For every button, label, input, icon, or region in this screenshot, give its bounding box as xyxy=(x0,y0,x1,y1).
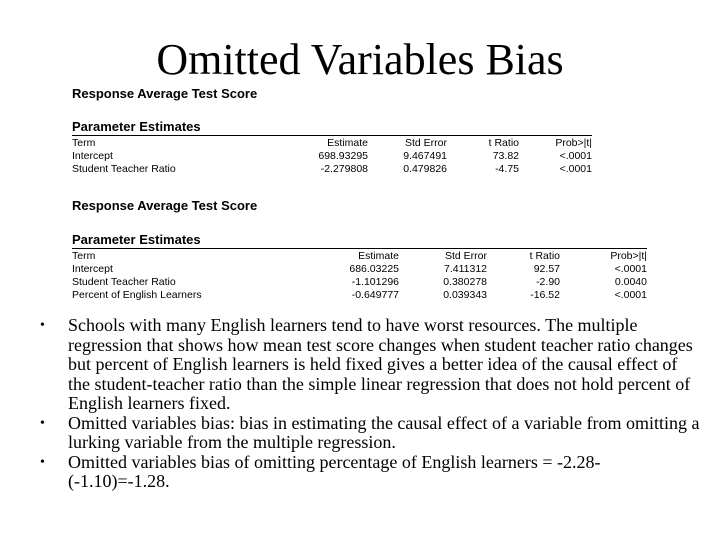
bullet-dot-icon: • xyxy=(40,454,45,470)
table2-cell-term: Intercept xyxy=(72,263,113,275)
bullet-item xyxy=(40,453,700,492)
table2-cell-estimate: -1.101296 xyxy=(351,276,399,288)
table2-cell-term: Percent of English Learners xyxy=(72,289,202,301)
table1-header-tratio: t Ratio xyxy=(488,137,519,149)
table2-header-estimate: Estimate xyxy=(358,250,399,262)
table2-section-title: Parameter Estimates xyxy=(72,232,201,247)
table2-header-tratio: t Ratio xyxy=(529,250,560,262)
table1-divider xyxy=(72,135,592,136)
table1-row xyxy=(72,150,592,163)
table1-cell-term: Intercept xyxy=(72,150,113,162)
table1-cell-prob: <.0001 xyxy=(559,163,592,175)
table1-cell-stderr: 0.479826 xyxy=(403,163,447,175)
bullet-item xyxy=(40,414,700,453)
table2-cell-prob: 0.0040 xyxy=(614,276,647,288)
table1-cell-stderr: 9.467491 xyxy=(403,150,447,162)
table2-header-prob: Prob>|t| xyxy=(610,250,647,262)
table2-cell-tratio: 92.57 xyxy=(533,263,560,275)
table2-cell-tratio: -16.52 xyxy=(530,289,560,301)
table1-response-label: Response Average Test Score xyxy=(72,86,258,101)
table2-cell-stderr: 7.411312 xyxy=(443,263,487,275)
bullet-list xyxy=(40,316,700,492)
table2-response-label: Response Average Test Score xyxy=(72,198,258,213)
bullet-dot-icon: • xyxy=(40,318,45,333)
table2-row xyxy=(72,276,647,289)
bullet-dot-icon: • xyxy=(40,415,45,431)
table1-cell-prob: <.0001 xyxy=(559,150,592,162)
table2-row xyxy=(72,263,647,276)
table2-cell-stderr: 0.039343 xyxy=(443,289,487,301)
table1-cell-estimate: 698.93295 xyxy=(318,150,368,162)
bullet-text: Omitted variables bias of omitting percentage of English learners = -2.28-(-1.10)=-1.28. xyxy=(68,451,601,491)
table1-row xyxy=(72,163,592,176)
table2-cell-stderr: 0.380278 xyxy=(443,276,487,288)
table1-cell-tratio: -4.75 xyxy=(495,163,519,175)
table2-cell-estimate: 686.03225 xyxy=(349,263,399,275)
table2-cell-prob: <.0001 xyxy=(614,289,647,301)
table2-cell-prob: <.0001 xyxy=(614,263,647,275)
table1-header-prob: Prob>|t| xyxy=(555,137,592,149)
table2-header-stderr: Std Error xyxy=(444,250,487,262)
table1-header-row xyxy=(72,137,592,150)
table2-cell-tratio: -2.90 xyxy=(536,276,560,288)
table1-header-stderr: Std Error xyxy=(404,137,447,149)
table1-cell-tratio: 73.82 xyxy=(492,150,519,162)
bullet-item xyxy=(40,316,700,414)
table2-header-term: Term xyxy=(72,250,96,262)
table2-cell-estimate: -0.649777 xyxy=(351,289,399,301)
table2-row xyxy=(72,289,647,302)
table1-cell-term: Student Teacher Ratio xyxy=(72,163,176,175)
table1-header-term: Term xyxy=(72,137,96,149)
table2-cell-term: Student Teacher Ratio xyxy=(72,276,176,288)
table1-header-estimate: Estimate xyxy=(327,137,368,149)
table2-divider xyxy=(72,248,647,249)
table1-cell-estimate: -2.279808 xyxy=(320,163,368,175)
table1-section-title: Parameter Estimates xyxy=(72,119,201,134)
table2-header-row xyxy=(72,250,647,263)
slide-title: Omitted Variables Bias xyxy=(156,35,564,84)
bullet-text: Omitted variables bias: bias in estimating the causal effect of a variable from omitting a lurking variable from the multiple regression. xyxy=(68,412,700,452)
bullet-text: Schools with many English learners tend to have worst resources. The multiple regression that shows how mean test score changes when student teacher ratio changes but percent of English learners is held fixed gives a better idea of the causal effect of the student-teacher ratio than the simple linear regression that does not hold percent of English learners fixed. xyxy=(68,315,693,413)
